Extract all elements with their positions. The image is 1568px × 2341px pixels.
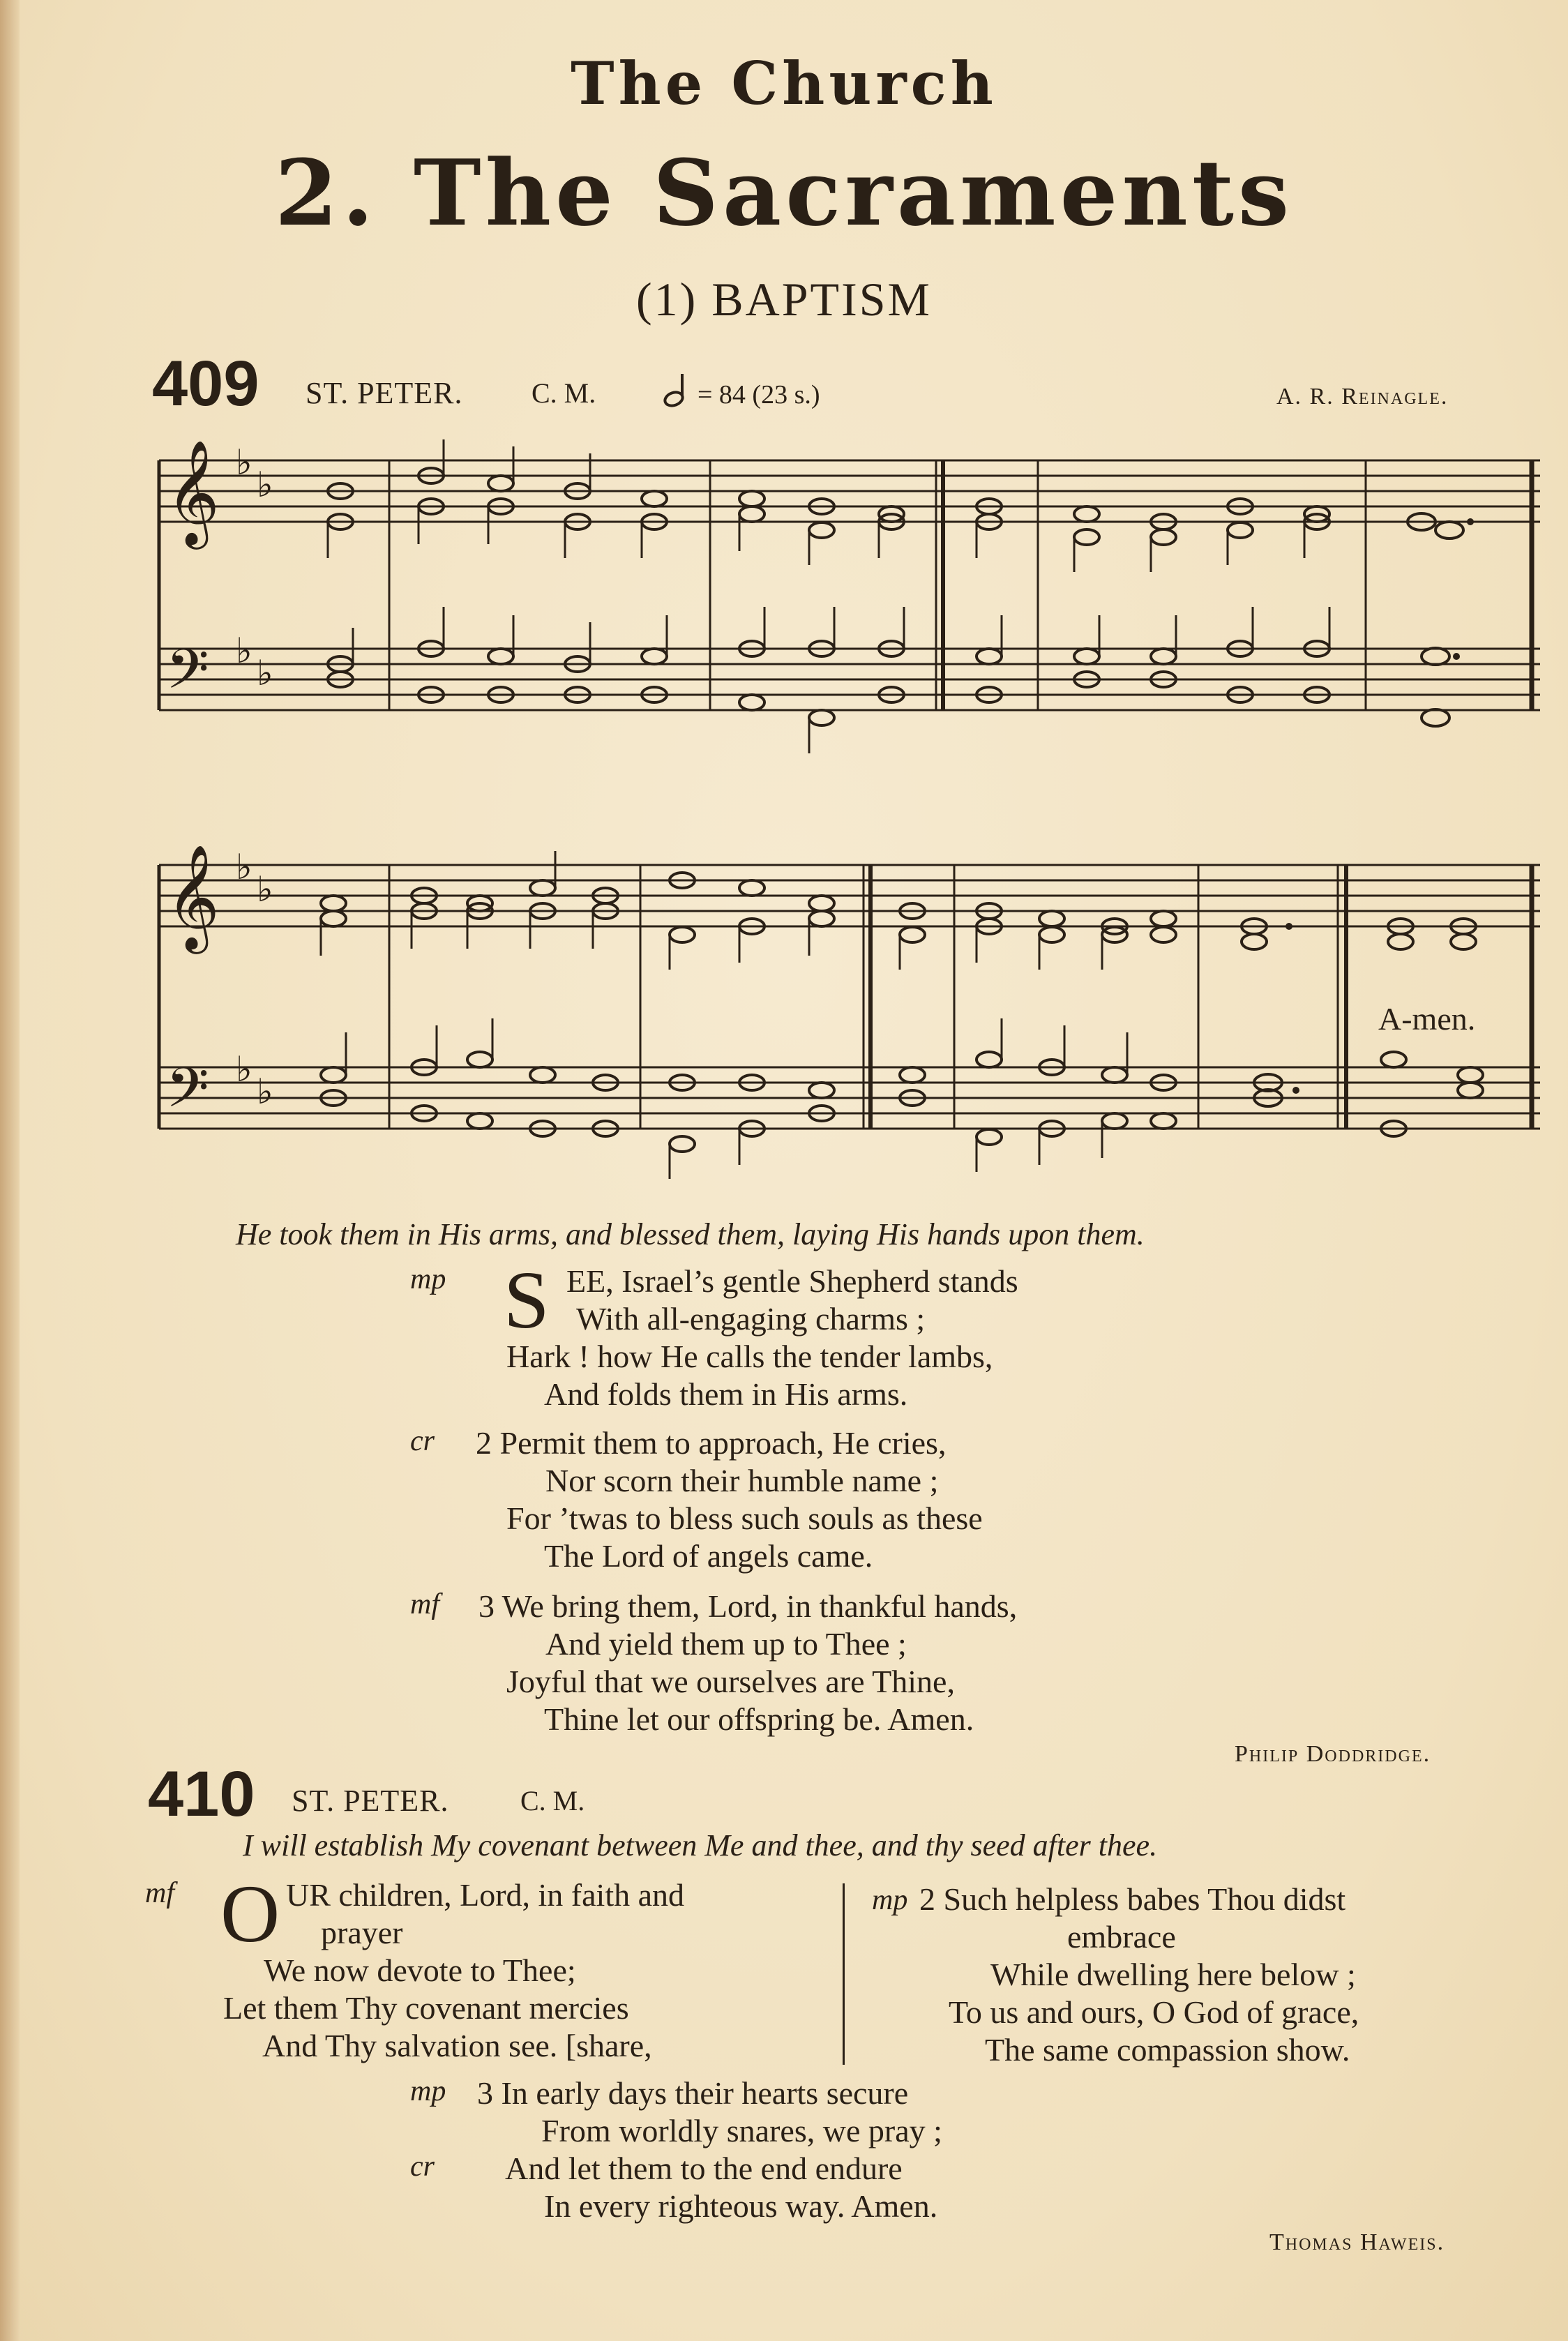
verse-line: The Lord of angels came. (544, 1538, 873, 1574)
svg-text:♭: ♭ (236, 442, 252, 483)
hymn-410-dropcap: O (220, 1868, 280, 1959)
verse-line: For ’twas to bless such souls as these (506, 1500, 983, 1536)
verse-line: embrace (1067, 1919, 1176, 1955)
verse-line: The same compassion show. (985, 2032, 1350, 2068)
verse-line: And Thy salvation see. [share, (262, 2028, 652, 2063)
hymn-409-tune: ST. PETER. (306, 376, 463, 410)
music-system-2 (152, 837, 1541, 1200)
hymn-410-tune: ST. PETER. (292, 1784, 449, 1818)
svg-text:♭: ♭ (236, 847, 252, 887)
hymn-409-verse-3-dynamic: mf (410, 1588, 439, 1620)
page-binding-edge (0, 0, 20, 2341)
svg-text:𝄢: 𝄢 (166, 1055, 209, 1134)
hymn-409-meter: C. M. (532, 377, 596, 409)
verse-line: And yield them up to Thee ; (545, 1626, 907, 1662)
verse-line: And folds them in His arms. (544, 1376, 908, 1412)
hymn-409-dropcap: S (504, 1254, 550, 1346)
svg-text:♭: ♭ (257, 653, 273, 693)
hymn-409-number: 409 (152, 348, 259, 419)
hymn-409-scripture: He took them in His arms, and blessed them, laying His hands upon them. (236, 1217, 1145, 1251)
svg-text:𝄞: 𝄞 (166, 843, 220, 949)
svg-text:♭: ♭ (257, 869, 273, 910)
verse-line: And let them to the end endure (505, 2151, 903, 2186)
verse-line: With all-engaging charms ; (576, 1301, 926, 1337)
hymn-410-scripture: I will establish My covenant between Me and thee, and thy seed after thee. (243, 1828, 1158, 1862)
column-divider (843, 1883, 845, 2065)
svg-text:♭: ♭ (236, 1049, 252, 1090)
music-system-1 (152, 432, 1541, 753)
hymn-410-verse-3-dynamic: mp (410, 2075, 446, 2107)
hymn-409-amen-label: A-men. (1378, 1001, 1476, 1037)
svg-text:♭: ♭ (257, 465, 273, 505)
half-note-icon (663, 372, 693, 410)
svg-text:♭: ♭ (236, 631, 252, 671)
verse-line: In every righteous way. Amen. (544, 2188, 938, 2224)
verse-line: To us and ours, O God of grace, (949, 1994, 1359, 2030)
verse-line: While dwelling here below ; (990, 1957, 1356, 1992)
hymn-409-verse-1-dynamic: mp (410, 1263, 446, 1295)
hymn-410-verse-1-dynamic: mf (145, 1877, 174, 1909)
verse-line: Hark ! how He calls the tender lambs, (506, 1339, 993, 1374)
section-title: The Church (571, 49, 997, 118)
verse-line: Nor scorn their humble name ; (545, 1463, 939, 1498)
hymn-409-composer: A. R. Reinagle. (1276, 384, 1449, 409)
verse-line: 2 Permit them to approach, He cries, (476, 1425, 947, 1461)
hymn-410-meter: C. M. (520, 1785, 585, 1816)
verse-line: 3 In early days their hearts secure (477, 2075, 909, 2111)
svg-text:♭: ♭ (257, 1071, 273, 1112)
svg-text:𝄢: 𝄢 (166, 637, 209, 715)
chapter-title: 2. The Sacraments (274, 140, 1294, 246)
hymn-410-number: 410 (148, 1759, 255, 1830)
hymn-410-author: Thomas Haweis. (1269, 2229, 1445, 2255)
hymn-410-verse-2-dynamic: mp (872, 1884, 908, 1916)
verse-line: We now devote to Thee; (264, 1952, 576, 1988)
verse-line: Thine let our offspring be. Amen. (544, 1701, 974, 1737)
hymn-409-author: Philip Doddridge. (1235, 1741, 1431, 1767)
verse-line: Let them Thy covenant mercies (223, 1990, 629, 2026)
hymn-410-verse-3-dynamic-2: cr (410, 2151, 435, 2183)
subsection-title: (1) BAPTISM (635, 273, 933, 326)
verse-line: Joyful that we ourselves are Thine, (506, 1664, 955, 1699)
verse-line: UR children, Lord, in faith and (286, 1877, 685, 1913)
verse-line: 2 Such helpless babes Thou didst (919, 1881, 1346, 1917)
verse-line: EE, Israel’s gentle Shepherd stands (566, 1263, 1018, 1299)
verse-line: prayer (321, 1915, 403, 1950)
hymn-409-tempo: = 84 (23 s.) (698, 380, 820, 409)
verse-line: 3 We bring them, Lord, in thankful hands, (478, 1588, 1018, 1624)
hymn-409-verse-2-dynamic: cr (410, 1425, 435, 1457)
svg-text:𝄞: 𝄞 (166, 439, 220, 545)
verse-line: From worldly snares, we pray ; (541, 2113, 942, 2148)
